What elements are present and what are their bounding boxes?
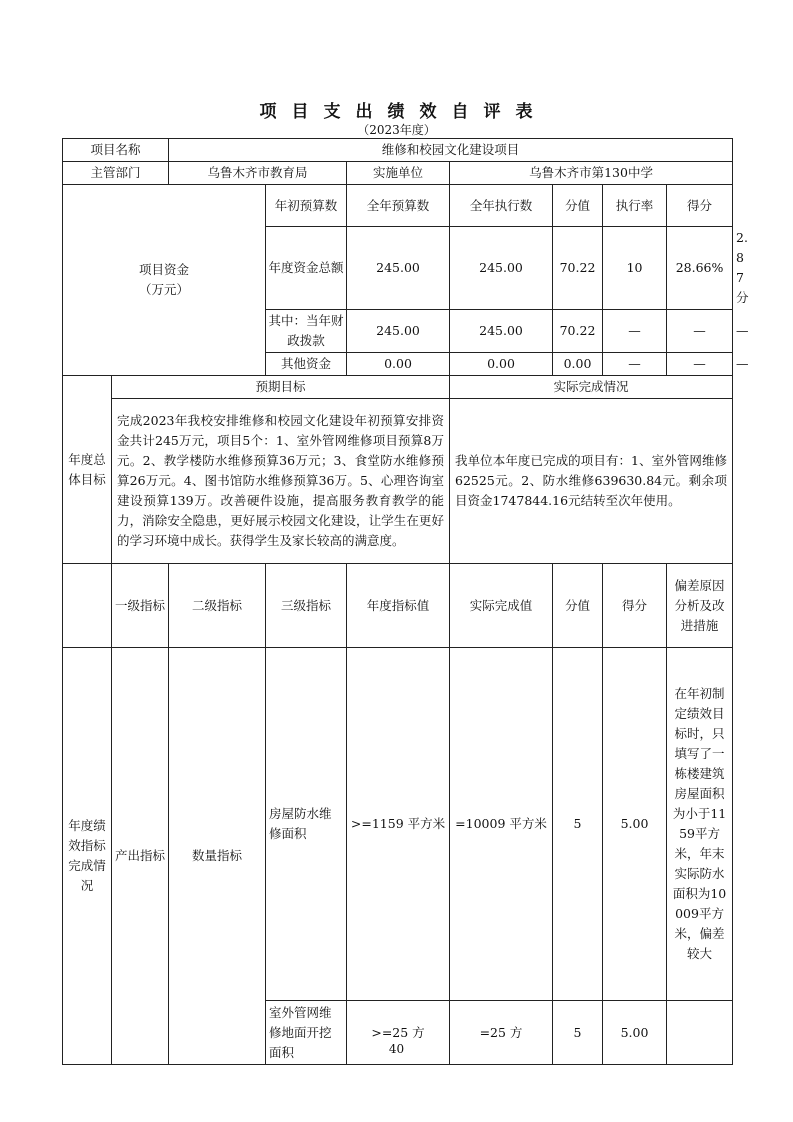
funds-header: 执行率 (603, 185, 667, 227)
target-value: >=25 方 (347, 1001, 450, 1065)
dept-label: 主管部门 (63, 162, 169, 185)
actual-result-header: 实际完成情况 (450, 376, 733, 399)
page-title: 项目支出绩效自评表 (259, 102, 548, 122)
indicator-header: 一级指标 (112, 564, 169, 648)
score-value: 5 (553, 1001, 603, 1065)
score-value: 5 (553, 648, 603, 1001)
page-number: 40 (388, 1042, 405, 1056)
got-score: 5.00 (603, 1001, 667, 1065)
indicator-header: 年度指标值 (347, 564, 450, 648)
funds-row-label: 年度资金总额 (266, 227, 347, 310)
funds-row-label: 其他资金 (266, 353, 347, 376)
project-name: 维修和校园文化建设项目 (169, 139, 733, 162)
indicator-header: 偏差原因分析及改进措施 (667, 564, 733, 648)
funds-header: 分值 (553, 185, 603, 227)
actual-value: =10009 平方米 (450, 648, 553, 1001)
level1-indicator: 产出指标 (112, 648, 169, 1065)
actual-result-text: 我单位本年度已完成的项目有：1、室外管网维修62525元。2、防水维修639630.84元。剩余项目资金1747844.16元结转至次年使用。 (450, 399, 733, 564)
level3-indicator: 室外管网维修地面开挖面积 (266, 1001, 347, 1065)
funds-cell: 0.00 (553, 353, 603, 376)
expected-goal-header: 预期目标 (112, 376, 450, 399)
actual-value: =25 方 (450, 1001, 553, 1065)
funds-cell: 0.00 (450, 353, 553, 376)
year-note: （2023年度） (357, 123, 436, 137)
dept-value: 乌鲁木齐市教育局 (169, 162, 347, 185)
indicator-header: 得分 (603, 564, 667, 648)
funds-label: 项目资金 （万元） (63, 185, 266, 376)
impl-value: 乌鲁木齐市第130中学 (450, 162, 733, 185)
funds-header: 全年执行数 (450, 185, 553, 227)
indicator-header: 二级指标 (169, 564, 266, 648)
indicator-header-blank (63, 564, 112, 648)
impl-label: 实施单位 (347, 162, 450, 185)
goals-label: 年度总体目标 (63, 376, 112, 564)
funds-header: 年初预算数 (266, 185, 347, 227)
funds-cell: — (603, 353, 667, 376)
funds-cell: — (667, 353, 733, 376)
funds-cell: 70.22 (553, 227, 603, 310)
expected-goal-text: 完成2023年我校安排维修和校园文化建设年初预算安排资金共计245万元，项目5个：1、室外管网维修项目预算8万元。2、教学楼防水维修预算36万元；3、食堂防水维修预算26万元。4、图书馆防水维修预算36万。5、心理咨询室建设预算139万。改善硬件设施，提高服务教育教学的能力，消除安全隐患，更好展示校园文化建设，让学生在更好的学习环境中成长。获得学生及家长较高的满意度。 (112, 399, 450, 564)
project-name-label: 项目名称 (63, 139, 169, 162)
funds-cell: — (603, 310, 667, 353)
level3-indicator: 房屋防水维修面积 (266, 648, 347, 1001)
funds-cell: 245.00 (450, 310, 553, 353)
target-value: >=1159 平方米 (347, 648, 450, 1001)
funds-cell: 245.00 (450, 227, 553, 310)
performance-table: 项目名称 维修和校园文化建设项目 主管部门 乌鲁木齐市教育局 实施单位 乌鲁木齐市第130中学 项目资金 （万元） 年初预算数 全年预算数 全年执行数 分值 执行率 得分 年度资金总额 245.00 245.00 70.22 10 28.66% 2.87 分 其中：当年财政拨款 245.00 245.00 70.22 — — — 其他资金 0.00 0.00 0.00 — — — 年度总体目标 预期目标 实际完成情况 完成2023年我校安排维修和校园文化建设年初预算安排资金共计245万元，项目5个：1、室外管网维修项目预算8万元。2、教学楼防水维修预算36万元；3、食堂防水维修预算26万元。4、图书馆防水维修预算36万。5、心理咨询室建设预算139万。改善硬件设施，提高服务教育教学的能力，消除安全隐患，更好展示校园文化建设，让学生在更好的学习环境中成长。获得学生及家长较高的满意度。 我单位本年度已完成的项目有：1、室外管网维修62525元。2、防水维修639630.84元。剩余项目资金1747844.16元结转至次年使用。 一级指标 二级指标 三级指标 年度指标值 实际完成值 分值 得分 偏差原因分析及改进措施 年度绩效指标完成情况 产出指标 数量指标 房屋防水维修面积 >=1159 平方米 =10009 平方米 5 5.00 在年初制定绩效目标时，只填写了一栋楼建筑房屋面积为小于1159平方米，年末实际防水面积为10009平方米，偏差较大 室外管网维修地面开挖面积 >=25 方 =25 方 5 5.00 (62, 138, 733, 1065)
funds-cell: 10 (603, 227, 667, 310)
funds-cell: — (667, 310, 733, 353)
funds-cell: 28.66% (667, 227, 733, 310)
level2-indicator: 数量指标 (169, 648, 266, 1065)
indicators-section-label: 年度绩效指标完成情况 (63, 648, 112, 1065)
deviation-note: 在年初制定绩效目标时，只填写了一栋楼建筑房屋面积为小于1159平方米，年末实际防水面积为10009平方米，偏差较大 (667, 648, 733, 1001)
funds-header: 得分 (667, 185, 733, 227)
funds-cell: 0.00 (347, 353, 450, 376)
got-score: 5.00 (603, 648, 667, 1001)
indicator-header: 三级指标 (266, 564, 347, 648)
funds-row-label: 其中：当年财政拨款 (266, 310, 347, 353)
funds-cell: 70.22 (553, 310, 603, 353)
indicator-header: 分值 (553, 564, 603, 648)
indicator-header: 实际完成值 (450, 564, 553, 648)
funds-cell: 245.00 (347, 227, 450, 310)
funds-header: 全年预算数 (347, 185, 450, 227)
funds-cell: 245.00 (347, 310, 450, 353)
